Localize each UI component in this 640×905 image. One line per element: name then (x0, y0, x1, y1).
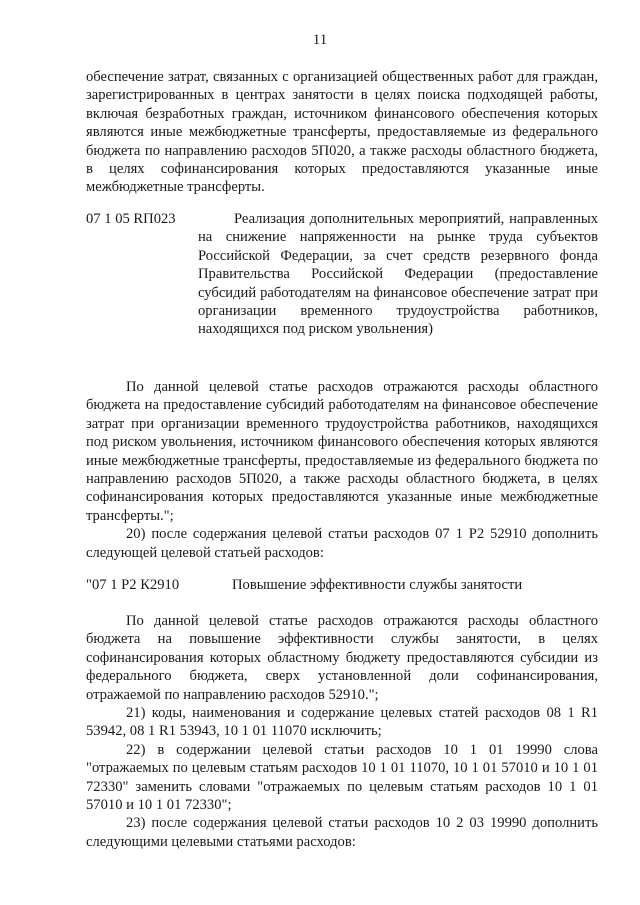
target-item-title: Реализация дополнительных мероприятий, направленных на снижение напряженности на рынке труда субъектов Российской Федерации, за счет средств резервного фонда Правительства Российской Федерации (предоставление субсидий работодателям на финансовое обеспечение затрат при организации временного трудоустройства работников, находящихся под риском увольнения) (198, 211, 598, 338)
page-number: 11 (312, 32, 328, 48)
amendment-item: 23) после содержания целевой статьи расходов 10 2 03 19990 дополнить следующими целевыми статьями расходов: (86, 815, 598, 850)
paragraph-text: По данной целевой статье расходов отражаются расходы областного бюджета на повышение эффективности службы занятости, в целях софинансирования которых областному бюджету предоставляются субсидии из федерального бюджета, сверх установленной доли софинансирования, отражаемой по направлению расходов 52910."; (86, 613, 598, 703)
target-item-title: Повышение эффективности службы занятости (232, 577, 523, 593)
paragraph-text: обеспечение затрат, связанных с организацией общественных работ для граждан, зарегистрированных в центрах занятости в целях поиска подходящей работы, включая безработных граждан, источником финансового обеспечения которых являются иные межбюджетные трансферты, предоставляемые из федерального бюджета по направлению расходов 5П020, а также расходы областного бюджета, в целях софинансирования которых предоставляются указанные иные межбюджетные трансферты. (86, 69, 598, 196)
target-item-description (86, 612, 598, 851)
target-item-code: "07 1 Р2 К2910 (86, 577, 180, 593)
amendment-item: 22) в содержании целевой статьи расходов 10 1 01 19990 слова "отражаемых по целевым статьям расходов 10 1 01 11070, 10 1 01 57010 и 10 1 01 72330" заменить словами "отражаемых по целевым статьям расходов 10 1 01 57010 и 10 1 01 72330"; (86, 741, 598, 814)
paragraph-continuation (86, 68, 598, 197)
amendment-item: 20) после содержания целевой статьи расходов 07 1 Р2 52910 дополнить следующей целевой статьей расходов: (86, 526, 598, 561)
target-item-entry (86, 210, 598, 360)
amendment-item: 21) коды, наименования и содержание целевых статей расходов 08 1 R1 53942, 08 1 R1 53943, 10 1 01 11070 исключить; (86, 705, 598, 740)
target-item-description (86, 378, 598, 562)
paragraph-text: По данной целевой статье расходов отражаются расходы областного бюджета на предоставление субсидий работодателям на финансовое обеспечение затрат при организации временного трудоустройства работников, находящихся под риском увольнения, источником финансового обеспечения которых являются иные межбюджетные трансферты, предоставляемые из федерального бюджета по направлению расходов 5П020, а также расходы областного бюджета, в целях софинансирования которых предоставляются указанные иные межбюджетные трансферты."; (86, 379, 598, 524)
target-item-entry (86, 576, 598, 596)
target-item-code: 07 1 05 RП023 (86, 211, 176, 227)
